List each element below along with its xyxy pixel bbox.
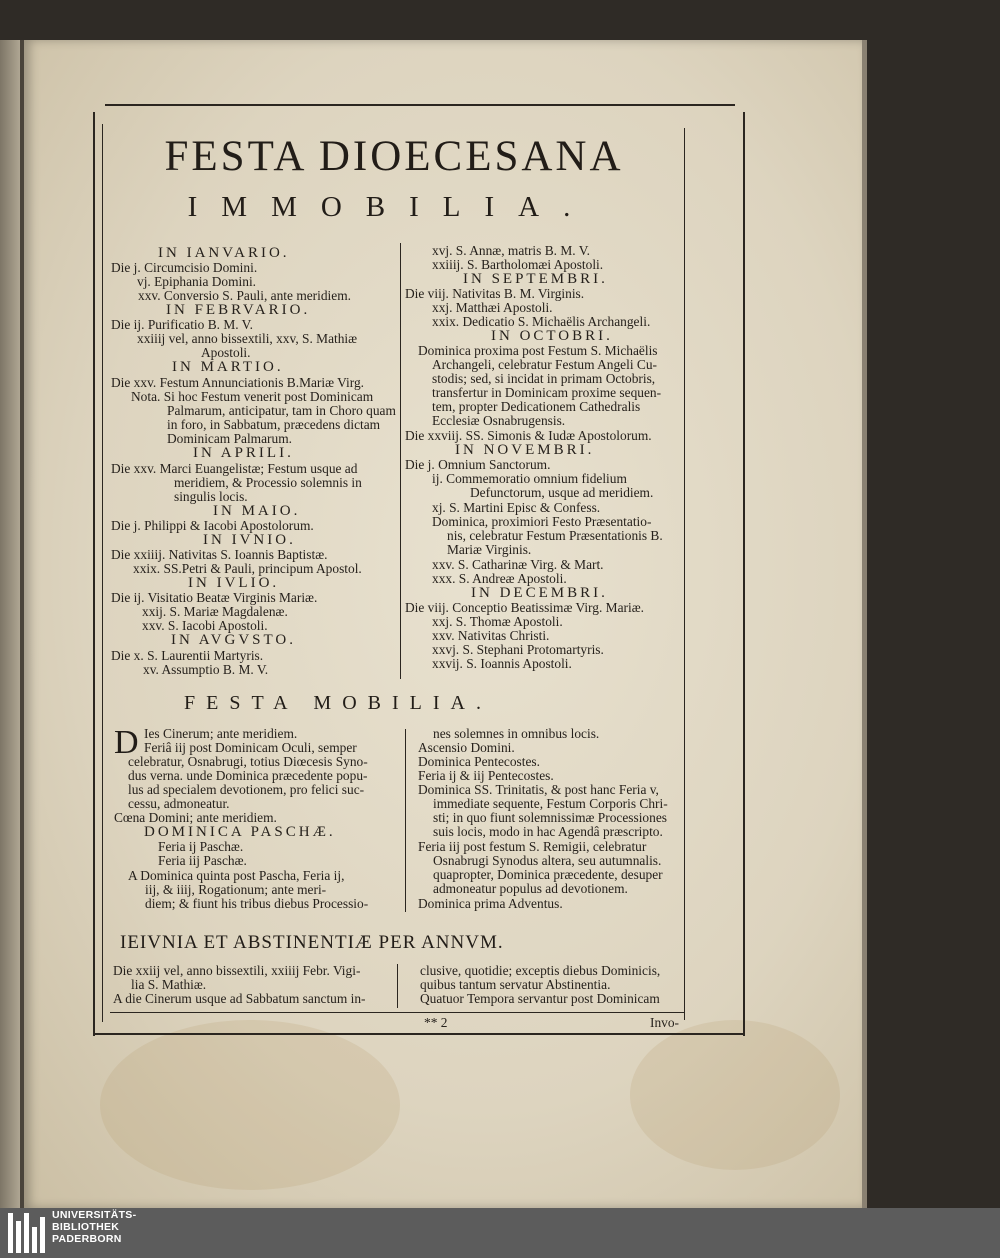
calendar-entry: Die ij. Purificatio B. M. V.: [111, 317, 253, 332]
calendar-entry: Nota. Si hoc Festum venerit post Dominicam: [131, 389, 374, 404]
calendar-entry: Die xxv. Marci Euangelistæ; Festum usque ad: [111, 461, 358, 476]
mobilia-entry: iij, & iiij, Rogationum; ante meri-: [145, 882, 327, 897]
paper-stain: [630, 1020, 840, 1170]
calendar-entry: Die xxv. Festum Annunciationis B.Mariæ Virg.: [111, 375, 364, 390]
column-divider-2: [405, 729, 406, 912]
mobilia-entry: Feriâ iij post Dominicam Oculi, semper: [144, 740, 357, 755]
calendar-entry: Mariæ Virginis.: [447, 542, 532, 557]
calendar-entry: xxv. Conversio S. Pauli, ante meridiem.: [138, 288, 351, 303]
calendar-entry: vj. Epiphania Domini.: [137, 274, 257, 289]
calendar-entry: Die viij. Conceptio Beatissimæ Virg. Mariæ.: [405, 600, 644, 615]
mobilia-entry: Osnabrugi Synodus altera, seu autumnalis.: [433, 853, 662, 868]
calendar-entry: xxvij. S. Ioannis Apostoli.: [432, 656, 572, 671]
calendar-entry: xxij. S. Mariæ Magdalenæ.: [142, 604, 288, 619]
mobilia-entry: quapropter, Dominica præcedente, desuper: [433, 867, 663, 882]
ieiunia-entry: A die Cinerum usque ad Sabbatum sanctum in-: [113, 991, 366, 1006]
calendar-entry: xxix. Dedicatio S. Michaëlis Archangeli.: [432, 314, 651, 329]
month-heading: IN AVGVSTO.: [171, 632, 296, 648]
library-name-line1: UNIVERSITÄTS-: [52, 1209, 137, 1221]
ieiunia-entry: lia S. Mathiæ.: [131, 977, 207, 992]
mobilia-entry: suis locis, modo in hac Agendâ præscripto.: [433, 824, 663, 839]
library-name-line3: PADERBORN: [52, 1233, 122, 1245]
drop-cap: D: [114, 724, 139, 761]
catchword: Invo-: [650, 1015, 680, 1030]
mobilia-entry: Dominica SS. Trinitatis, & post hanc Feria v,: [418, 782, 659, 797]
calendar-entry: xxj. S. Thomæ Apostoli.: [432, 614, 563, 629]
month-heading: IN DECEMBRI.: [471, 585, 608, 601]
mobilia-entry: sti; in quo fiunt solemnissimæ Processiones: [433, 810, 667, 825]
calendar-entry: Archangeli, celebratur Festum Angeli Cu-: [432, 357, 657, 372]
mobilia-entry: cessu, admoneatur.: [128, 796, 230, 811]
month-heading: IN IVNIO.: [203, 532, 296, 548]
calendar-entry: singulis locis.: [174, 489, 248, 504]
calendar-entry: Die xxiiij. Nativitas S. Ioannis Baptistæ.: [111, 547, 328, 562]
calendar-entry: Ecclesiæ Osnabrugensis.: [432, 413, 566, 428]
calendar-entry: xxv. S. Catharinæ Virg. & Mart.: [432, 557, 604, 572]
mobilia-entry: nes solemnes in omnibus locis.: [433, 726, 600, 741]
mobilia-entry: Cœna Domini; ante meridiem.: [114, 810, 277, 825]
calendar-entry: in foro, in Sabbatum, præcedens dictam: [167, 417, 381, 432]
calendar-entry: Die j. Omnium Sanctorum.: [405, 457, 551, 472]
month-heading: IN IANVARIO.: [158, 245, 290, 261]
calendar-entry: Die j. Circumcisio Domini.: [111, 260, 258, 275]
calendar-entry: Defunctorum, usque ad meridiem.: [470, 485, 654, 500]
month-heading: IN FEBRVARIO.: [166, 302, 311, 318]
month-heading: IN MARTIO.: [172, 359, 284, 375]
calendar-entry: transfertur in Dominicam proxime sequen-: [432, 385, 662, 400]
mobilia-entry: Ascensio Domini.: [418, 740, 515, 755]
page-title: FESTA DIOECESANA: [164, 133, 624, 180]
mobilia-entry: Feria iij post festum S. Remigii, celebratur: [418, 839, 647, 854]
mobilia-entry: celebratur, Osnabrugi, totius Diœcesis Syno-: [128, 754, 368, 769]
calendar-entry: Die viij. Nativitas B. M. Virginis.: [405, 286, 585, 301]
column-divider-3: [397, 964, 398, 1008]
column-divider-1: [400, 243, 401, 679]
bottom-rule: [110, 1012, 684, 1013]
calendar-entry: Die j. Philippi & Iacobi Apostolorum.: [111, 518, 314, 533]
ieiunia-entry: clusive, quotidie; exceptis diebus Dominicis,: [420, 963, 661, 978]
calendar-entry: ij. Commemoratio omnium fidelium: [432, 471, 627, 486]
paper-stain: [100, 1020, 400, 1190]
calendar-entry: stodis; sed, si incidat in primam Octobris,: [432, 371, 656, 386]
calendar-entry: Die x. S. Laurentii Martyris.: [111, 648, 264, 663]
footer-rule: [95, 1033, 745, 1035]
section-heading-mobilia: FESTA MOBILIA.: [184, 692, 492, 714]
calendar-entry: xxx. S. Andreæ Apostoli.: [432, 571, 567, 586]
ieiunia-entry: Quatuor Tempora servantur post Dominicam: [420, 991, 660, 1006]
ieiunia-entry: quibus tantum servatur Abstinentia.: [420, 977, 611, 992]
mobilia-entry: immediate sequente, Festum Corporis Chri-: [433, 796, 668, 811]
mobilia-entry: A Dominica quinta post Pascha, Feria ij,: [128, 868, 345, 883]
month-heading: IN MAIO.: [213, 503, 301, 519]
calendar-entry: Die xxviij. SS. Simonis & Iudæ Apostolorum.: [405, 428, 652, 443]
month-heading: IN APRILI.: [193, 445, 294, 461]
calendar-entry: Dominicam Palmarum.: [167, 431, 292, 446]
mobilia-entry: diem; & fiunt his tribus diebus Processio-: [145, 896, 369, 911]
outer-right-rule: [743, 112, 745, 1036]
mobilia-entry: lus ad specialem devotionem, pro felici suc-: [128, 782, 365, 797]
calendar-entry: Palmarum, anticipatur, tam in Choro quam: [167, 403, 396, 418]
inner-left-rule: [102, 124, 103, 1022]
month-heading: IN OCTOBRI.: [491, 328, 613, 344]
mobilia-entry: Dominica prima Adventus.: [418, 896, 563, 911]
calendar-entry: nis, celebratur Festum Præsentationis B.: [447, 528, 663, 543]
calendar-entry: xxiiij. S. Bartholomæi Apostoli.: [432, 257, 604, 272]
mobilia-entry: dus verna. unde Dominica præcedente popu-: [128, 768, 368, 783]
calendar-entry: xxiiij vel, anno bissextili, xxv, S. Mathiæ: [137, 331, 358, 346]
top-rule: [105, 104, 735, 106]
calendar-entry: tem, propter Dedicationem Cathedralis: [432, 399, 641, 414]
signature-mark: ** 2: [424, 1015, 448, 1030]
calendar-entry: Apostoli.: [201, 345, 251, 360]
mobilia-entry: Dominica Pentecostes.: [418, 754, 540, 769]
page-subtitle: IMMOBILIA.: [187, 191, 595, 223]
page-edge: [862, 40, 867, 1208]
calendar-entry: xxv. S. Iacobi Apostoli.: [142, 618, 268, 633]
calendar-entry: xxv. Nativitas Christi.: [432, 628, 550, 643]
inner-right-rule: [684, 128, 685, 1020]
library-logo-icon: [8, 1213, 48, 1253]
calendar-entry: Dominica, proximiori Festo Præsentatio-: [432, 514, 652, 529]
ieiunia-entry: Die xxiij vel, anno bissextili, xxiiij Febr. Vigi-: [113, 963, 361, 978]
calendar-entry: xxvj. S. Stephani Protomartyris.: [432, 642, 604, 657]
footer-bar: [0, 1208, 1000, 1258]
mobilia-entry: admoneatur populus ad devotionem.: [433, 881, 628, 896]
mobilia-subheading: DOMINICA PASCHÆ.: [144, 824, 336, 840]
mobilia-entry: Ies Cinerum; ante meridiem.: [144, 726, 298, 741]
outer-left-rule: [93, 112, 95, 1036]
calendar-entry: Die ij. Visitatio Beatæ Virginis Mariæ.: [111, 590, 318, 605]
library-name-line2: BIBLIOTHEK: [52, 1221, 120, 1233]
calendar-entry: xj. S. Martini Episc & Confess.: [432, 500, 601, 515]
month-heading: IN IVLIO.: [188, 575, 280, 591]
mobilia-entry: Feria iij Paschæ.: [158, 853, 247, 868]
section-heading-ieiunia: IEIVNIA ET ABSTINENTIÆ PER ANNVM.: [120, 932, 504, 953]
mobilia-entry: Feria ij Paschæ.: [158, 839, 244, 854]
mobilia-entry: Feria ij & iij Pentecostes.: [418, 768, 554, 783]
calendar-entry: xvj. S. Annæ, matris B. M. V.: [432, 243, 590, 258]
calendar-entry: xxix. SS.Petri & Pauli, principum Apostol.: [133, 561, 362, 576]
calendar-entry: meridiem, & Processio solemnis in: [174, 475, 362, 490]
calendar-entry: Dominica proxima post Festum S. Michaëlis: [418, 343, 658, 358]
calendar-entry: xxj. Matthæi Apostoli.: [432, 300, 553, 315]
month-heading: IN NOVEMBRI.: [455, 442, 595, 458]
month-heading: IN SEPTEMBRI.: [463, 271, 608, 287]
calendar-entry: xv. Assumptio B. M. V.: [143, 662, 269, 677]
